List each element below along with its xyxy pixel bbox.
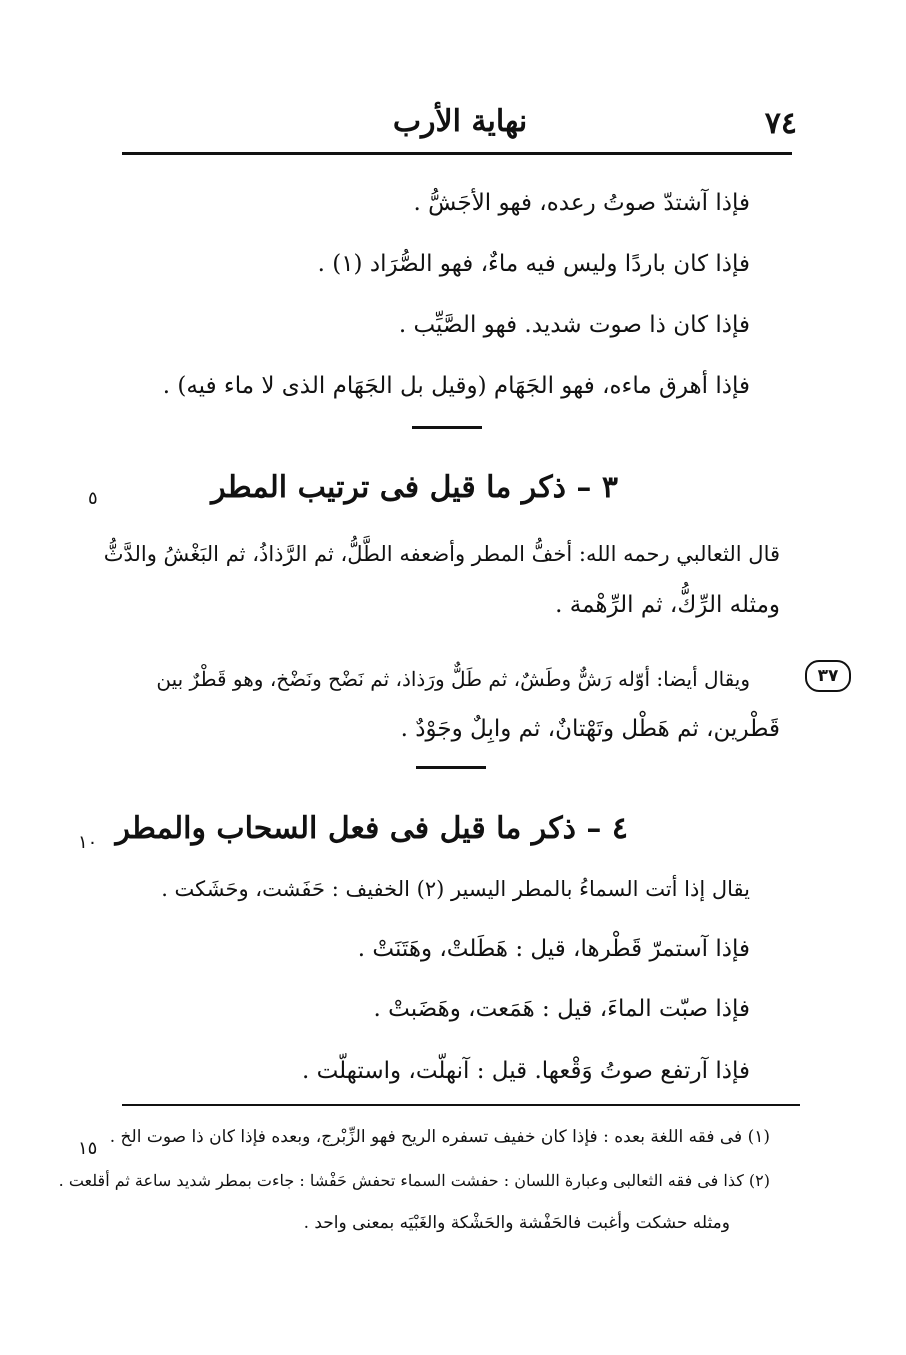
margin-badge: ٣٧ [805, 660, 851, 692]
section-separator [416, 766, 486, 769]
text-line: فإذا كان باردًا وليس فيه ماءٌ، فهو الصُّرَاد (١) . [317, 251, 750, 277]
page-number: ٧٤ [764, 106, 797, 141]
text-line: فإذا كان ذا صوت شديد. فهو الصَّيِّب . [398, 312, 750, 338]
margin-line-number: ١٠ [78, 832, 98, 853]
footnote-2: (٢) كذا فى فقه الثعالبى وعبارة اللسان : حفشت السماء تحفش حَفْشا : جاءت بمطر شديد ساعة ثم أقلعت . [58, 1171, 770, 1190]
text-line: ومثله الرِّكُّ، ثم الرِّهْمة . [555, 592, 780, 618]
section-heading: ٤ – ذكر ما قيل فى فعل السحاب والمطر [115, 811, 628, 846]
text-line: يقال إذا أتت السماءُ بالمطر اليسير (٢) الخفيف : حَفَشت، وحَشَكت . [161, 877, 750, 901]
text-line: فإذا صبّت الماءَ، قيل : هَمَعت، وهَضَبتْ . [373, 996, 750, 1022]
margin-line-number: ٥ [88, 488, 98, 509]
text-line: قال الثعالبي رحمه الله: أخفُّ المطر وأضعفه الطَّلُّ، ثم الرَّذاذُ، ثم البَغْشُ والدَّثُّ [103, 542, 780, 566]
footnote-rule [122, 1104, 800, 1106]
text-line: قَطْرين، ثم هَطْل وتَهْتانٌ، ثم وابِلٌ وجَوْدٌ . [400, 716, 780, 742]
text-line: فإذا أهرق ماءه، فهو الجَهَام (وقيل بل الجَهَام الذى لا ماء فيه) . [162, 373, 750, 399]
running-title: نهاية الأرب [392, 104, 528, 139]
text-line: فإذا آستمرّ قَطْرها، قيل : هَطَلتْ، وهَتَنَتْ . [357, 936, 750, 962]
section-separator [412, 426, 482, 429]
margin-line-number: ١٥ [78, 1138, 98, 1159]
footnote-1: (١) فى فقه اللغة بعده : فإذا كان خفيف تسفره الريح فهو الزِّبْرج، وبعده فإذا كان ذا صوت الخ . [109, 1127, 770, 1147]
footnote-2-continuation: ومثله حشكت وأغبت فالحَفْشة والحَشْكة والغَبْيَه بمعنى واحد . [303, 1213, 730, 1233]
header-rule [122, 152, 792, 155]
section-heading: ٣ – ذكر ما قيل فى ترتيب المطر [211, 470, 618, 505]
text-line: فإذا آرتفع صوتُ وَقْعها. قيل : آنهلّت، واستهلّت . [301, 1058, 750, 1084]
text-line: ويقال أيضا: أوّله رَشٌّ وطَشٌ، ثم طَلٌّ ورَذاذ، ثم نَضْح ونَضْخ، وهو قَطْرٌ بين [156, 667, 750, 691]
text-line: فإذا آشتدّ صوتُ رعده، فهو الأجَشُّ . [413, 190, 750, 216]
